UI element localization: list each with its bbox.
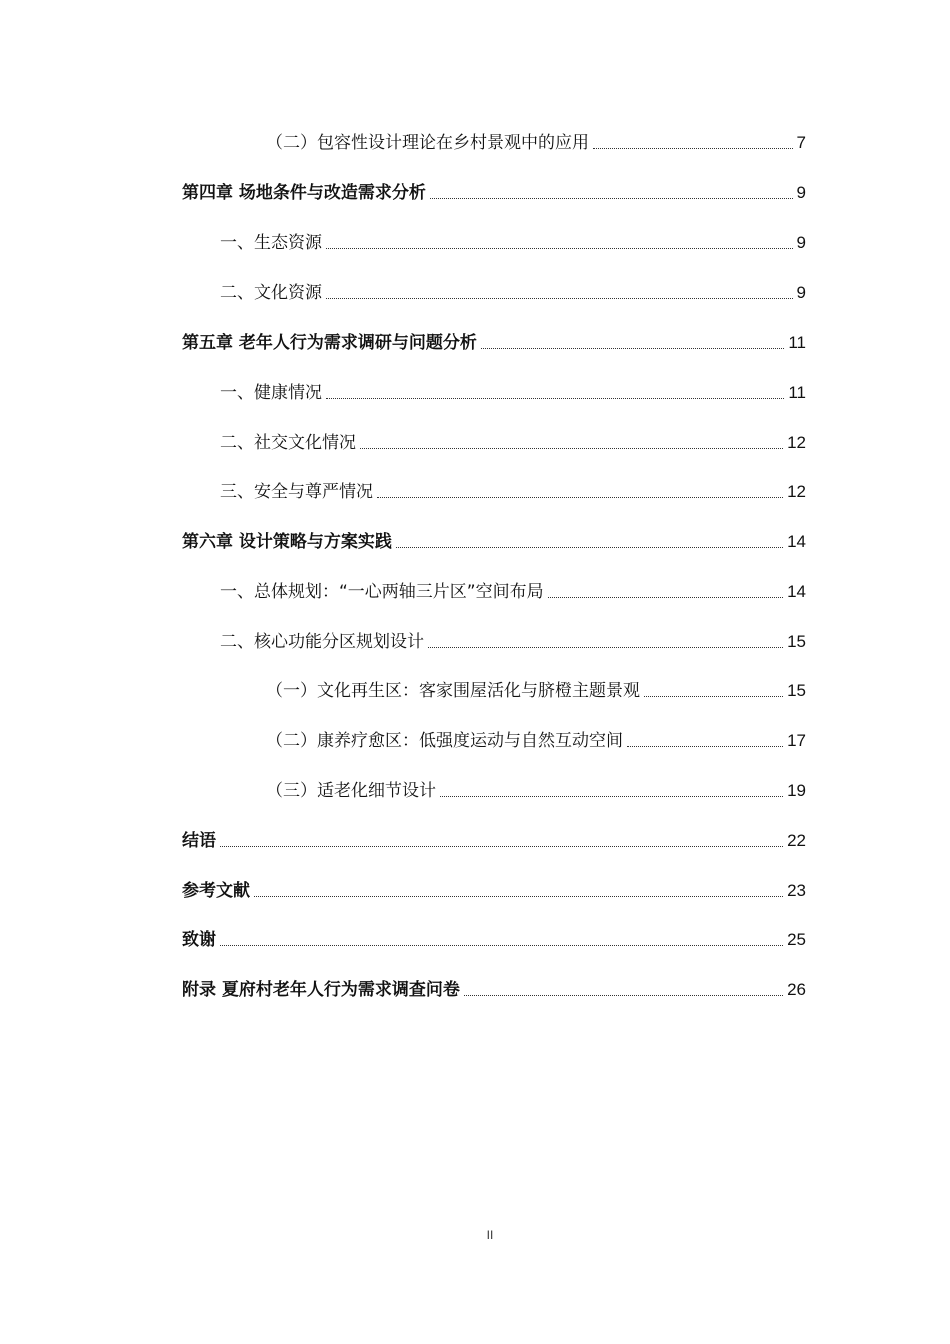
toc-entry[interactable] bbox=[182, 526, 806, 552]
toc-entry[interactable] bbox=[220, 476, 806, 502]
toc-entry-page: 15 bbox=[787, 632, 806, 651]
toc-entry[interactable] bbox=[182, 825, 806, 851]
dot-leader bbox=[377, 496, 783, 498]
dot-leader bbox=[440, 795, 783, 797]
toc-entry-title: （二）康养疗愈区：低强度运动与自然互动空间 bbox=[266, 731, 623, 751]
dot-leader bbox=[481, 347, 784, 349]
toc-entry[interactable] bbox=[220, 576, 806, 602]
toc-entry[interactable] bbox=[266, 775, 806, 801]
toc-entry-title: 结语 bbox=[182, 831, 216, 851]
dot-leader bbox=[254, 895, 783, 897]
toc-entry-title: 致谢 bbox=[182, 930, 216, 950]
toc-entry[interactable] bbox=[182, 875, 806, 901]
toc-entry-page: 23 bbox=[787, 881, 806, 900]
toc-entry-title: 一、生态资源 bbox=[220, 233, 322, 253]
dot-leader bbox=[644, 695, 783, 697]
toc-entry-page: 9 bbox=[796, 283, 806, 302]
toc-entry-page: 9 bbox=[796, 183, 806, 202]
toc-entry-title: 二、文化资源 bbox=[220, 283, 322, 303]
dot-leader bbox=[627, 745, 783, 747]
toc-entry-page: 11 bbox=[788, 383, 806, 402]
dot-leader bbox=[326, 247, 793, 249]
toc-entry[interactable] bbox=[220, 377, 806, 403]
toc-entry[interactable] bbox=[220, 427, 806, 453]
toc-entry-page: 15 bbox=[787, 681, 806, 700]
toc-entry-title: 二、核心功能分区规划设计 bbox=[220, 632, 424, 652]
toc-entry[interactable] bbox=[182, 974, 806, 1000]
toc-entry-title: 三、安全与尊严情况 bbox=[220, 482, 373, 502]
toc-entry-title: 第五章 老年人行为需求调研与问题分析 bbox=[182, 333, 477, 353]
dot-leader bbox=[464, 994, 783, 996]
toc-entry-page: 14 bbox=[787, 532, 806, 551]
dot-leader bbox=[220, 944, 783, 946]
toc-entry-title: 二、社交文化情况 bbox=[220, 433, 356, 453]
toc-entry[interactable] bbox=[266, 127, 806, 153]
toc-entry-page: 22 bbox=[787, 831, 806, 850]
toc-entry-title: （一）文化再生区：客家围屋活化与脐橙主题景观 bbox=[266, 681, 640, 701]
toc-entry[interactable] bbox=[220, 277, 806, 303]
toc-entry-title: 第六章 设计策略与方案实践 bbox=[182, 532, 392, 552]
toc-entry-page: 7 bbox=[796, 133, 806, 152]
toc-entry[interactable] bbox=[266, 725, 806, 751]
dot-leader bbox=[428, 646, 783, 648]
dot-leader bbox=[548, 596, 783, 598]
toc-entry-page: 11 bbox=[788, 333, 806, 352]
toc-entry-page: 12 bbox=[787, 482, 806, 501]
toc-entry[interactable] bbox=[220, 626, 806, 652]
toc-entry-page: 25 bbox=[787, 930, 806, 949]
dot-leader bbox=[430, 197, 793, 199]
toc-entry[interactable] bbox=[182, 924, 806, 950]
toc-entry-page: 26 bbox=[787, 980, 806, 999]
toc-entry-title: 附录 夏府村老年人行为需求调查问卷 bbox=[182, 980, 460, 1000]
dot-leader bbox=[326, 397, 784, 399]
toc-entry-title: 第四章 场地条件与改造需求分析 bbox=[182, 183, 426, 203]
toc-entry-title: 一、总体规划：“一心两轴三片区”空间布局 bbox=[220, 582, 544, 602]
toc-entry-title: （三）适老化细节设计 bbox=[266, 781, 436, 801]
toc-entry[interactable] bbox=[182, 327, 806, 353]
toc-entry-title: 参考文献 bbox=[182, 881, 250, 901]
dot-leader bbox=[396, 546, 783, 548]
toc-entry[interactable] bbox=[182, 177, 806, 203]
page-number: II bbox=[486, 1228, 494, 1242]
toc-entry-title: （二）包容性设计理论在乡村景观中的应用 bbox=[266, 133, 589, 153]
toc-entry-page: 14 bbox=[787, 582, 806, 601]
toc-entry[interactable] bbox=[266, 675, 806, 701]
dot-leader bbox=[220, 845, 783, 847]
dot-leader bbox=[593, 147, 793, 149]
dot-leader bbox=[326, 297, 793, 299]
toc-entry-title: 一、健康情况 bbox=[220, 383, 322, 403]
toc-entry-page: 19 bbox=[787, 781, 806, 800]
toc-entry-page: 9 bbox=[796, 233, 806, 252]
toc-entry-page: 12 bbox=[787, 433, 806, 452]
dot-leader bbox=[360, 447, 783, 449]
toc-entry[interactable] bbox=[220, 227, 806, 253]
toc-entry-page: 17 bbox=[787, 731, 806, 750]
